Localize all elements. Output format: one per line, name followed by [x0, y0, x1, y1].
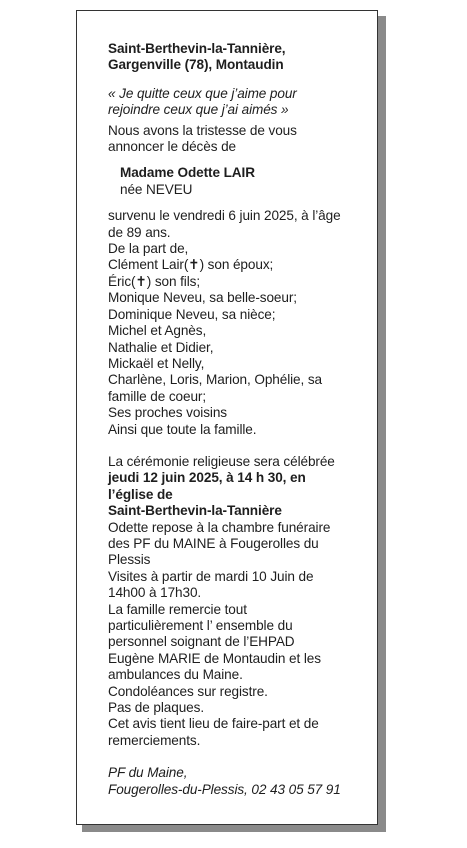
death-line: de 89 ans.	[108, 224, 171, 240]
detail-line: Eugène MARIE de Montaudin et les	[108, 650, 321, 666]
intro-line: Nous avons la tristesse de vous	[108, 122, 297, 138]
detail-line: particulièrement l’ ensemble du	[108, 618, 293, 633]
places-heading	[108, 41, 370, 74]
intro-line: annoncer le décès de	[108, 139, 236, 155]
obituary-notice	[76, 10, 378, 825]
family-line: Nathalie et Didier,	[108, 339, 214, 355]
announcement-intro	[108, 123, 370, 156]
family-line: De la part de,	[108, 241, 189, 257]
family-line: Éric(✝) son fils;	[108, 273, 201, 289]
family-line: Monique Neveu, sa belle-soeur;	[108, 290, 297, 306]
deceased-block	[108, 165, 370, 198]
funeral-home	[108, 765, 370, 798]
ceremony-place: Saint-Berthevin-la-Tannière	[108, 503, 282, 519]
detail-line: Odette repose à la chambre funéraire	[108, 519, 331, 535]
ceremony-intro: La cérémonie religieuse sera célébrée	[108, 453, 335, 469]
family-line: Mickaël et Nelly,	[108, 355, 205, 371]
family-line: famille de coeur;	[108, 388, 207, 404]
detail-line: Plessis	[108, 552, 151, 568]
family-list	[108, 241, 370, 438]
ceremony-date: jeudi 12 juin 2025, à 14 h 30, en	[108, 470, 306, 486]
detail-line: La famille remercie tout	[108, 601, 247, 617]
ceremony-place: l’église de	[108, 486, 173, 502]
detail-line: ambulances du Maine.	[108, 667, 243, 683]
quote	[108, 86, 370, 119]
spacer	[108, 749, 370, 765]
places-line: Saint-Berthevin-la-Tannière,	[108, 41, 286, 56]
maiden-name: née NEVEU	[120, 181, 193, 197]
detail-line: Visites à partir de mardi 10 Juin de	[108, 568, 314, 584]
deceased-name: Madame Odette LAIR	[120, 165, 255, 181]
places-line: Gargenville (78), Montaudin	[108, 57, 284, 73]
ceremony-info	[108, 454, 370, 520]
detail-line: des PF du MAINE à Fougerolles du	[108, 535, 319, 551]
death-details	[108, 208, 370, 241]
detail-line: Cet avis tient lieu de faire-part et de	[108, 716, 319, 732]
family-line: Michel et Agnès,	[108, 323, 207, 339]
family-line: Charlène, Loris, Marion, Ophélie, sa	[108, 372, 323, 388]
detail-line: remerciements.	[108, 732, 201, 748]
detail-line: Condoléances sur registre.	[108, 683, 268, 699]
detail-line: 14h00 à 17h30.	[108, 585, 202, 601]
detail-line: personnel soignant de l’EHPAD	[108, 634, 295, 650]
family-line: Dominique Neveu, sa nièce;	[108, 306, 276, 322]
family-line: Ainsi que toute la famille.	[108, 421, 257, 437]
quote-line: rejoindre ceux que j’ai aimés »	[108, 102, 289, 118]
funeral-home-contact: Fougerolles-du-Plessis, 02 43 05 57 91	[108, 781, 341, 797]
death-line: survenu le vendredi 6 juin 2025, à l’âge	[108, 208, 341, 224]
funeral-home-name: PF du Maine,	[108, 765, 188, 781]
family-line: Clément Lair(✝) son époux;	[108, 257, 274, 273]
detail-line: Pas de plaques.	[108, 700, 204, 716]
notice-content	[108, 41, 370, 798]
spacer	[108, 438, 370, 454]
additional-details	[108, 520, 370, 750]
family-line: Ses proches voisins	[108, 405, 227, 421]
quote-line: « Je quitte ceux que j’aime pour	[108, 85, 297, 101]
